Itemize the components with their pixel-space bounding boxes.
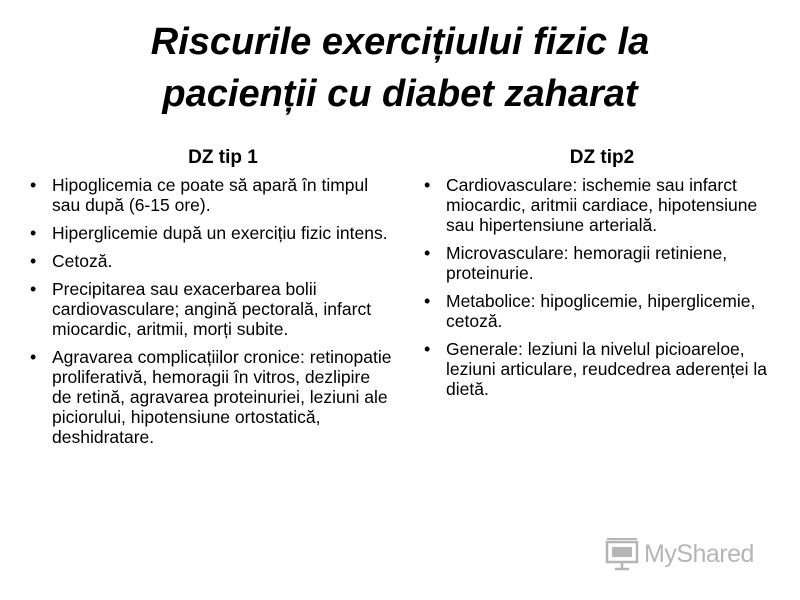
left-bullet-list: [22, 175, 394, 447]
watermark: [604, 534, 774, 574]
slide-title: [40, 16, 760, 120]
list-item: • Metabolice: hipoglicemie, hiperglicemie, cetoză.: [416, 291, 780, 331]
list-item: • Cetoză.: [22, 251, 394, 271]
list-item: • Cardiovasculare: ischemie sau infarct miocardic, aritmii cardiace, hipotensiune sau hipertensiune arterială.: [416, 175, 780, 235]
list-item: • Hipoglicemia ce poate să apară în timpul sau după (6-15 ore).: [22, 175, 394, 215]
list-item: • Microvasculare: hemoragii retiniene, proteinurie.: [416, 243, 780, 283]
right-column-heading: DZ tip2: [569, 147, 635, 168]
slide-title-line-2: pacienții cu diabet zaharat: [162, 73, 638, 115]
list-item: • Hiperglicemie după un exercițiu fizic intens.: [22, 223, 394, 243]
list-item: • Agravarea complicațiilor cronice: retinopatie proliferativă, hemoragii în vitros, dezlipire de retină, agravarea proteinuriei, leziuni ale piciorului, hipotensiune ortostatică, deshidratare.: [22, 347, 394, 447]
watermark-text: MyShared: [644, 539, 754, 568]
slide-title-line-1: Riscurile exercițiului fizic la: [150, 21, 650, 63]
right-column: [416, 146, 780, 407]
presentation-board-icon: [604, 536, 640, 572]
left-column: [22, 146, 394, 455]
left-column-heading: DZ tip 1: [188, 147, 258, 168]
list-item: • Generale: leziuni la nivelul picioareloe, leziuni articulare, reudcedrea aderenței la dietă.: [416, 339, 780, 399]
list-item: • Precipitarea sau exacerbarea bolii cardiovasculare; angină pectorală, infarct miocardic, aritmii, morți subite.: [22, 279, 394, 339]
right-bullet-list: [416, 175, 780, 399]
